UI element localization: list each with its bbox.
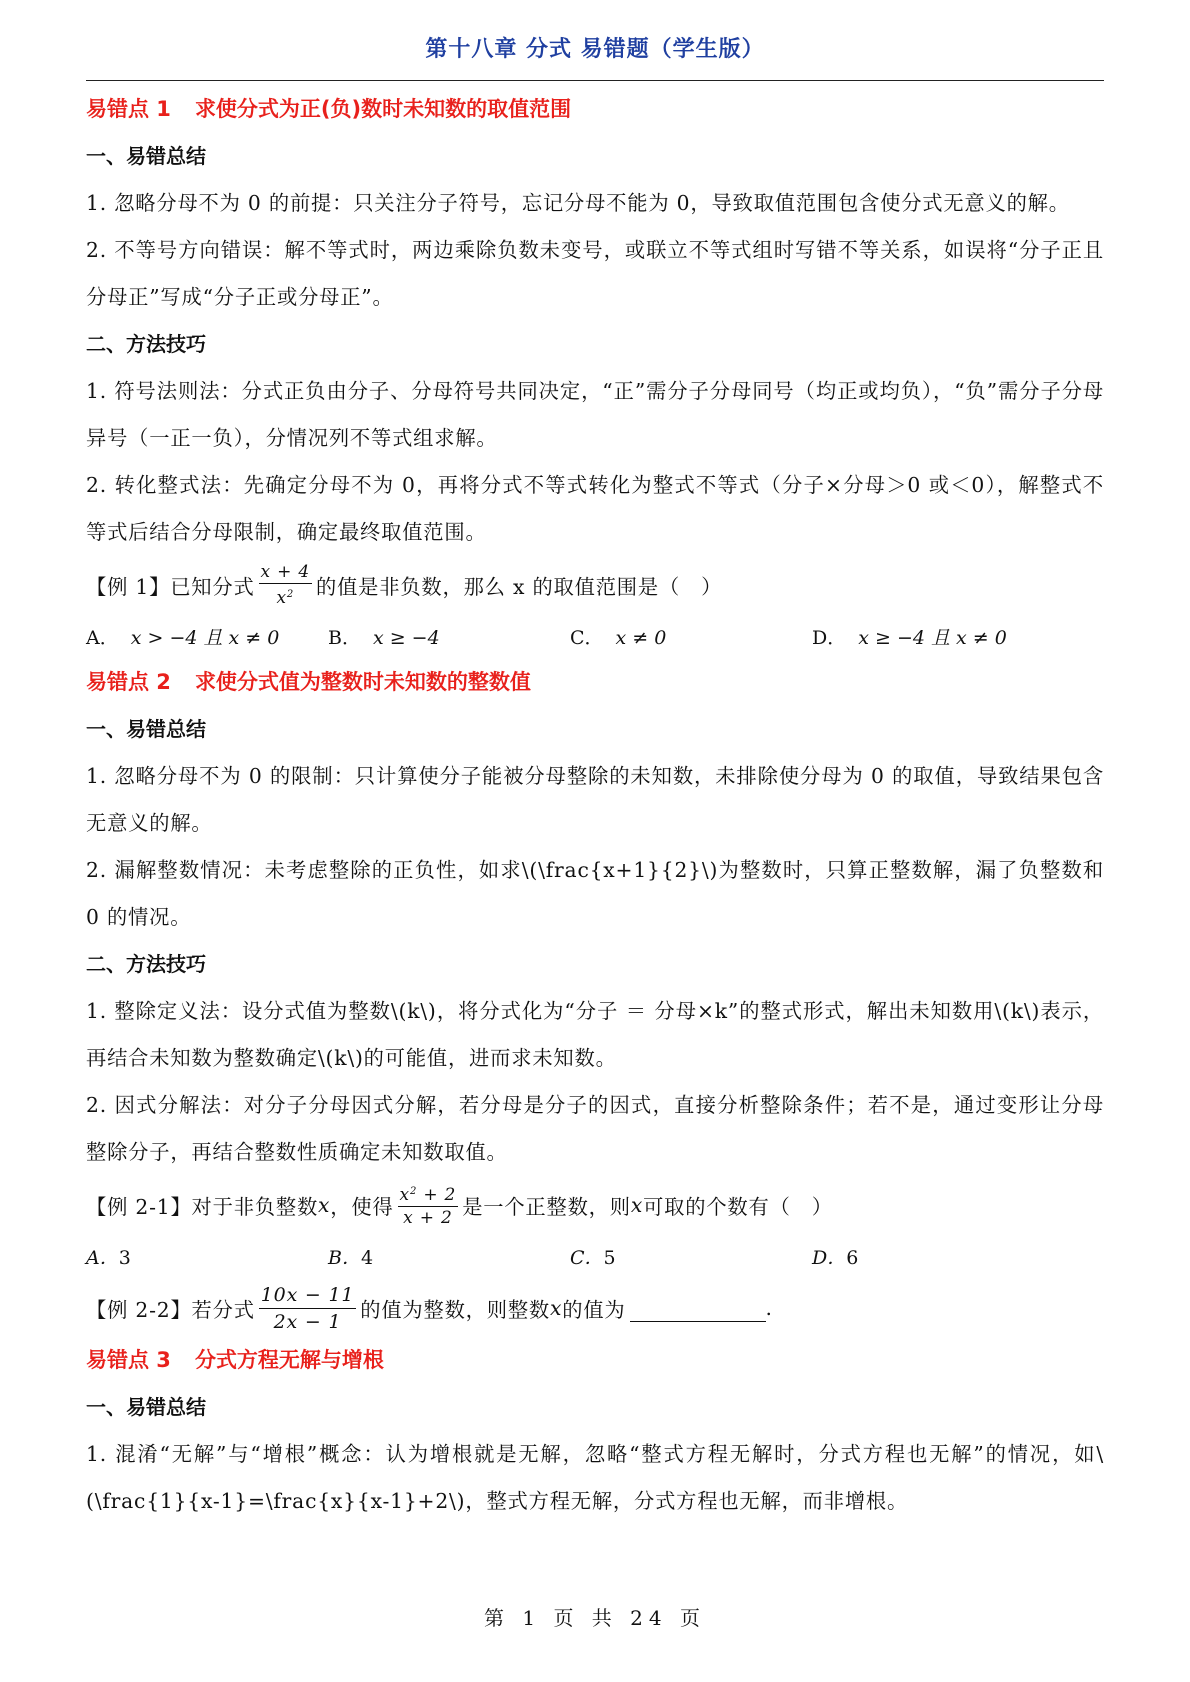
- example-2-2-question: 【例 2-2】若分式 $\frac{10x - 11}{2x - 1}$ 的值为整数，则整数 x 的值为 .: [86, 1283, 773, 1333]
- answer-blank[interactable]: [630, 1295, 766, 1322]
- point-2-summary-heading: 一、易错总结: [86, 717, 206, 741]
- point-2-title: 易错点 2 求使分式值为整数时未知数的整数值: [86, 670, 531, 694]
- example-2-1-option-b: B．4: [328, 1247, 374, 1269]
- example-2-1-question: 【例 2-1】对于非负整数 x ，使得 $\frac{x^2 + 2}{x + 2}$ 是一个正整数，则 x 可取的个数有（ ）: [86, 1176, 1104, 1234]
- point-3-summary-heading: 一、易错总结: [86, 1395, 206, 1419]
- example-2-1-fraction: $\frac{x^2 + 2}{x + 2}$: [398, 1182, 459, 1228]
- point-1-method-item-2: 2. 转化整式法：先确定分母不为 0，再将分式不等式转化为整式不等式（分子×分母＞0 或＜0），解整式不等式后结合分母限制，确定最终取值范围。: [86, 473, 1104, 544]
- point-3-summary-item-1: 1. 混淆“无解”与“增根”概念：认为增根就是无解，忽略“整式方程无解时，分式方程也无解”的情况，如\(\frac{1}{x-1}=\frac{x}{x-1}+2\)，整式方程无解，分式方程也无解，而非增根。: [86, 1442, 1104, 1513]
- example-2-1-options: [86, 1234, 1104, 1279]
- point-1-method-item-1: 1. 符号法则法：分式正负由分子、分母符号共同决定，“正”需分子分母同号（均正或均负），“负”需分子分母异号（一正一负），分情况列不等式组求解。: [86, 379, 1104, 450]
- point-2-summary-item-1: 1. 忽略分母不为 0 的限制：只计算使分子能被分母整除的未知数，未排除使分母为 0 的取值，导致结果包含无意义的解。: [86, 764, 1104, 835]
- example-1-option-b: B． x ≥ −4: [328, 627, 440, 649]
- point-1-summary-item-1: 1. 忽略分母不为 0 的前提：只关注分子符号，忘记分母不能为 0，导致取值范围包含使分式无意义的解。: [86, 191, 1070, 215]
- point-1-method-heading: 二、方法技巧: [86, 332, 206, 356]
- point-1-summary-item-2: 2. 不等号方向错误：解不等式时，两边乘除负数未变号，或联立不等式组时写错不等关系，如误将“分子正且分母正”写成“分子正或分母正”。: [86, 238, 1104, 309]
- example-1-fraction: $\frac{x + 4}{x^2}$: [260, 562, 310, 608]
- point-2-method-item-2: 2. 因式分解法：对分子分母因式分解，若分母是分子的因式，直接分析整除条件；若不是，通过变形让分母整除分子，再结合整数性质确定未知数取值。: [86, 1093, 1104, 1164]
- point-2-method-item-1: 1. 整除定义法：设分式值为整数\(k\)，将分式化为“分子 ＝ 分母×k”的整式形式，解出未知数用\(k\)表示，再结合未知数为整数确定\(k\)的可能值，进而求未知数。: [86, 999, 1104, 1070]
- page-header: [86, 22, 1104, 81]
- example-1-option-d: D． x ≥ −4 且 x ≠ 0: [812, 627, 1007, 649]
- example-2-2-fraction: $\frac{10x - 11}{2x - 1}$: [260, 1283, 355, 1333]
- point-1-title: 易错点 1 求使分式为正(负)数时未知数的取值范围: [86, 97, 572, 121]
- page-content: [86, 86, 1104, 1525]
- page-footer: 第 1 页 共 24 页: [484, 1606, 706, 1630]
- example-1-options: [86, 614, 1104, 659]
- point-2-method-heading: 二、方法技巧: [86, 952, 206, 976]
- example-2-1-option-c: C．5: [570, 1247, 616, 1269]
- example-1-option-a: A． x > −4 且 x ≠ 0: [86, 627, 280, 649]
- example-2-1-option-a: A．3: [86, 1247, 131, 1269]
- example-1-option-c: C． x ≠ 0: [570, 627, 667, 649]
- document-title: 第十八章 分式 易错题（学生版）: [425, 37, 765, 62]
- example-2-1-option-d: D．6: [812, 1247, 859, 1269]
- point-2-summary-item-2: 2. 漏解整数情况：未考虑整除的正负性，如求\(\frac{x+1}{2}\)为整数时，只算正整数解，漏了负整数和 0 的情况。: [86, 858, 1104, 929]
- point-3-title: 易错点 3 分式方程无解与增根: [86, 1348, 384, 1372]
- point-1-summary-heading: 一、易错总结: [86, 144, 206, 168]
- example-1-question: 【例 1】已知分式 $\frac{x + 4}{x^2}$ 的值是非负数，那么 x 的取值范围是（ ）: [86, 562, 723, 608]
